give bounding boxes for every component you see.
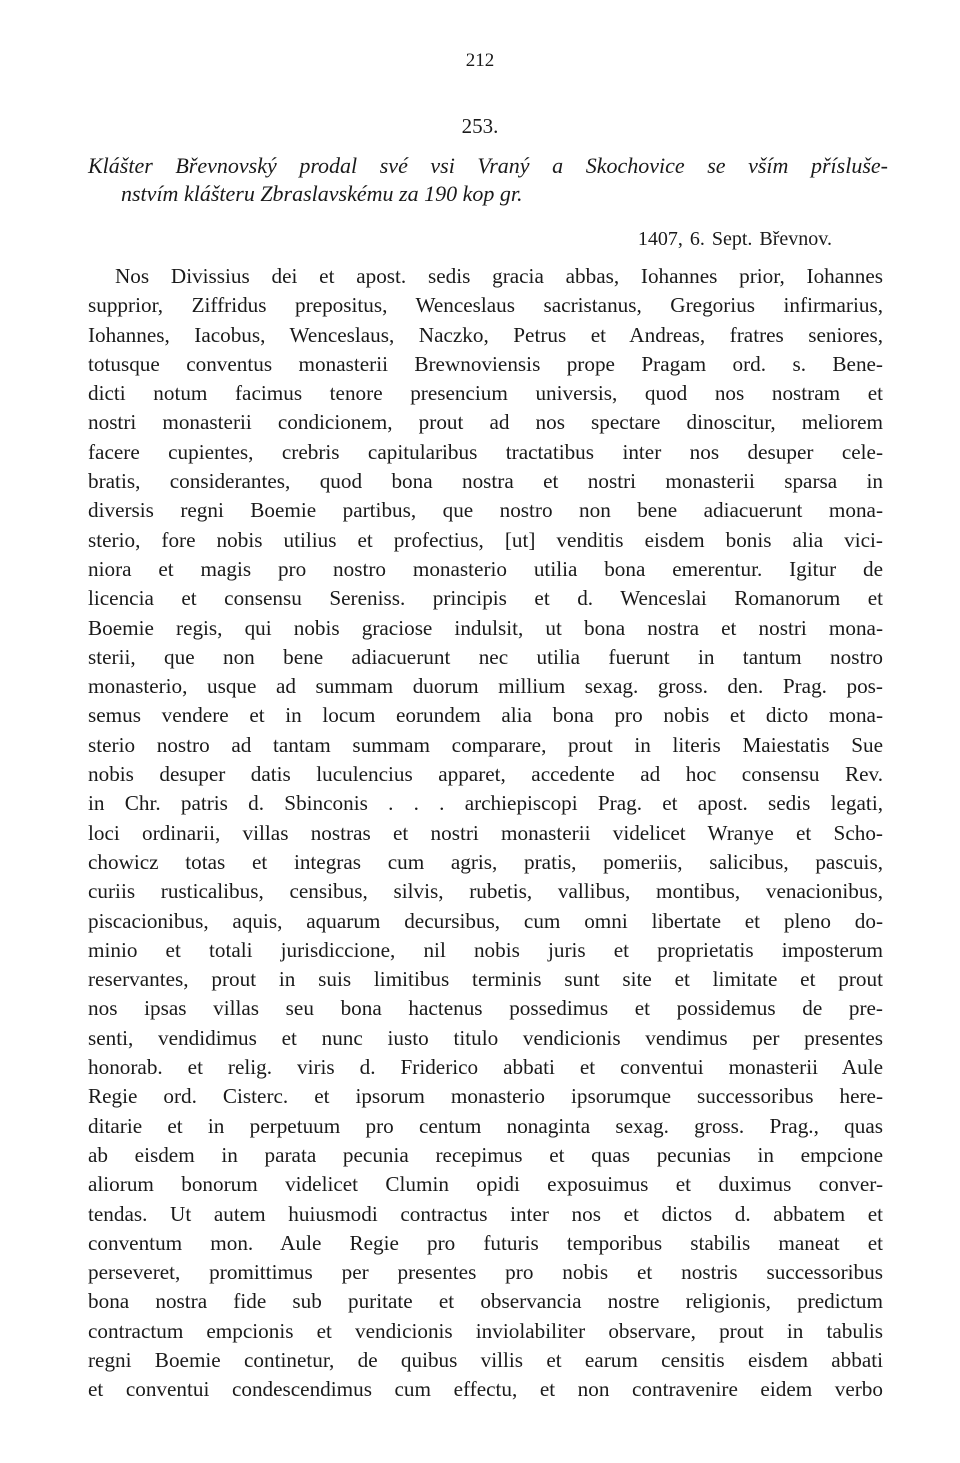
text-line: contractum empcionis et vendicionis inviolabiliter observare, prout in tabulis bbox=[88, 1318, 883, 1343]
dateline: 1407, 6. Sept. Břevnov. bbox=[637, 228, 832, 250]
document-number: 253. bbox=[461, 114, 499, 138]
text-line: diversis regni Boemie partibus, que nostro non bene adiacuerunt mona- bbox=[88, 498, 883, 523]
text-line: dicti notum facimus tenore presencium universis, quod nos nostram et bbox=[88, 381, 883, 406]
body-text bbox=[88, 262, 883, 1405]
text-line: sterio, fore nobis utilius et profectius, [ut] venditis eisdem bonis alia vici- bbox=[88, 527, 883, 552]
text-line: reservantes, prout in suis limitibus terminis sunt site et limitate et prout bbox=[88, 967, 883, 992]
text-line: bona nostra fide sub puritate et observancia nostre religionis, predictum bbox=[88, 1289, 883, 1314]
text-line: Regie ord. Cisterc. et ipsorum monasterio ipsorumque successoribus here- bbox=[88, 1084, 883, 1109]
text-line: senti, vendidimus et nunc iusto titulo vendicionis vendimus per presentes bbox=[88, 1025, 883, 1050]
text-line: tendas. Ut autem huiusmodi contractus inter nos et dictos d. abbatem et bbox=[88, 1201, 883, 1226]
text-line: sterio nostro ad tantam summam comparare, prout in literis Maiestatis Sue bbox=[88, 732, 883, 757]
text-line: Nos Divissius dei et apost. sedis gracia abbas, Iohannes prior, Iohannes bbox=[115, 264, 883, 288]
summary-line: Klášter Břevnovský prodal své vsi Vraný a Skochovice se vším přísluše- bbox=[88, 153, 888, 178]
text-line: ab eisdem in parata pecunia recepimus et quas pecunias in empcione bbox=[88, 1142, 883, 1167]
text-line: loci ordinarii, villas nostras et nostri monasterii videlicet Wranye et Scho- bbox=[88, 820, 883, 845]
text-line: niora et magis pro nostro monasterio utilia bona emerentur. Igitur de bbox=[88, 556, 883, 581]
text-line: nostri monasterii condicionem, prout ad nos spectare dinoscitur, meliorem bbox=[88, 410, 883, 435]
text-line: totusque conventus monasterii Brewnoviensis prope Pragam ord. s. Bene- bbox=[88, 351, 883, 376]
document-summary bbox=[88, 152, 888, 208]
text-line: in Chr. patris d. Sbinconis . . . archiepiscopi Prag. et apost. sedis legati, bbox=[88, 791, 883, 816]
summary-line: nstvím klášteru Zbraslavskému za 190 kop gr. bbox=[121, 181, 523, 206]
text-line: perseveret, promittimus per presentes pro nobis et nostris successoribus bbox=[88, 1260, 883, 1285]
text-line: nos ipsas villas seu bona hactenus possedimus et possidemus de pre- bbox=[88, 996, 883, 1021]
text-line: Iohannes, Iacobus, Wenceslaus, Naczko, Petrus et Andreas, fratres seniores, bbox=[88, 322, 883, 347]
text-line: aliorum bonorum videlicet Clumin opidi exposuimus et duximus conver- bbox=[88, 1172, 883, 1197]
text-line: licencia et consensu Sereniss. principis et d. Wenceslai Romanorum et bbox=[88, 586, 883, 611]
text-line: semus vendere et in locum eorundem alia bona pro nobis et dicto mona- bbox=[88, 703, 883, 728]
text-line: regni Boemie continetur, de quibus villis et earum censitis eisdem abbati bbox=[88, 1347, 883, 1372]
text-line: et conventui condescendimus cum effectu, et non contravenire eidem verbo bbox=[88, 1377, 883, 1402]
text-line: ditarie et in perpetuum pro centum nonaginta sexag. gross. Prag., quas bbox=[88, 1113, 883, 1138]
text-line: supprior, Ziffridus prepositus, Wenceslaus sacristanus, Gregorius infirmarius, bbox=[88, 293, 883, 318]
text-line: curiis rusticalibus, censibus, silvis, rubetis, vallibus, montibus, venacionibus, bbox=[88, 879, 883, 904]
text-line: nobis desuper datis luculencius apparet, accedente ad hoc consensu Rev. bbox=[88, 762, 883, 787]
page-number: 212 bbox=[465, 50, 495, 71]
text-line: honorab. et relig. viris d. Friderico abbati et conventui monasterii Aule bbox=[88, 1055, 883, 1080]
text-line: facere cupientes, crebris capitularibus tractatibus inter nos desuper cele- bbox=[88, 439, 883, 464]
text-line: piscacionibus, aquis, aquarum decursibus, cum omni libertate et pleno do- bbox=[88, 908, 883, 933]
text-line: chowicz totas et integras cum agris, pratis, pomeriis, salicibus, pascuis, bbox=[88, 849, 883, 874]
text-line: conventum mon. Aule Regie pro futuris temporibus stabilis maneat et bbox=[88, 1230, 883, 1255]
text-line: monasterio, usque ad summam duorum millium sexag. gross. den. Prag. pos- bbox=[88, 674, 883, 699]
text-line: Boemie regis, qui nobis graciose indulsit, ut bona nostra et nostri mona- bbox=[88, 615, 883, 640]
text-line: bratis, considerantes, quod bona nostra et nostri monasterii sparsa in bbox=[88, 469, 883, 494]
text-line: sterii, que non bene adiacuerunt nec utilia fuerunt in tantum nostro bbox=[88, 644, 883, 669]
text-line: minio et totali jurisdiccione, nil nobis juris et proprietatis imposterum bbox=[88, 937, 883, 962]
